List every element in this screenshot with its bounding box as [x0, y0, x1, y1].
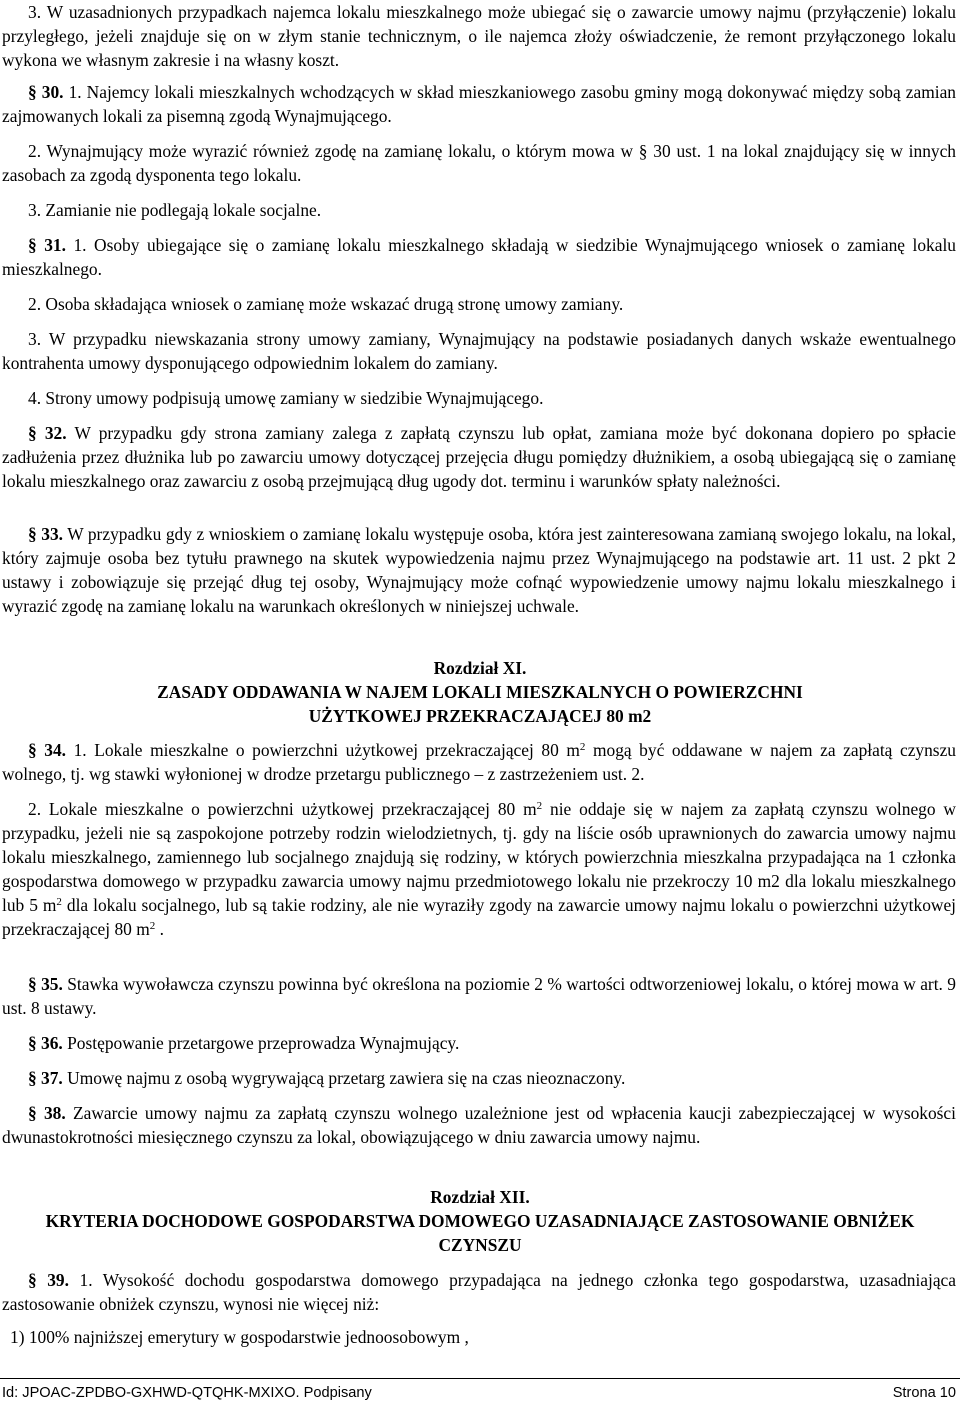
section-number: § 39. [28, 1270, 69, 1290]
footer-divider [0, 1378, 960, 1379]
paragraph-38: § 38. Zawarcie umowy najmu za zapłatą czynszu wolnego uzależnione jest od wpłacenia kaucji zabezpieczającej w wysokości dwunastokrotności miesięcznego czynszu za lokal, obowiązującego w dniu zawarcia umowy najmu. [2, 1103, 956, 1147]
section-number: § 36. [28, 1033, 63, 1053]
paragraph-32: § 32. W przypadku gdy strona zamiany zalega z zapłatą czynszu lub opłat, zamiana może być dokonana dopiero po spłacie zadłużenia przez dłużnika lub po zawarciu umowy dotyczącej przejęcia długu pomiędzy dłużnikiem, a osobą ubiegającą się o zamianę lokalu mieszkalnego oraz zawarciu z osobą przejmującą dług ugody dot. terminu i warunków spłaty należności. [2, 423, 957, 491]
section-number: § 34. [28, 740, 67, 760]
paragraph-31-4: 4. Strony umowy podpisują umowę zamiany w siedzibie Wynajmującego. [28, 388, 544, 408]
paragraph-37: § 37. Umowę najmu z osobą wygrywającą przetarg zawiera się na czas nieoznaczony. [28, 1068, 626, 1088]
paragraph-33: § 33. W przypadku gdy z wnioskiem o zamianę lokalu występuje osoba, która jest zainteresowana zamianą swojego lokalu, na lokal, który zajmuje osoba bez tytułu prawnego na skutek wypowiedzenia najmu przez Wynajmującego na podstawie art. 11 ust. 2 pkt 2 ustawy i zobowiązuje się przejąć dług tej osoby, Wynajmujący może cofnąć wypowiedzenie umowy najmu lokalu mieszkalnego i wyrazić zgodę na zamianę lokalu na warunkach określonych w niniejszej uchwale. [2, 524, 956, 616]
paragraph-39-1: § 39. 1. Wysokość dochodu gospodarstwa domowego przypadająca na jednego członka tego gospodarstwa, uzasadniająca zastosowanie obniżek czynszu, wynosi nie więcej niż: [2, 1270, 956, 1314]
superscript: 2 [56, 896, 62, 908]
chapter-12-title: Rozdział XII. [430, 1187, 530, 1207]
section-number: § 30. [28, 82, 64, 102]
paragraph-29-3: 3. W uzasadnionych przypadkach najemca lokalu mieszkalnego może ubiegać się o zawarcie umowy najmu (przyłączenie) lokalu przyległego, jeżeli znajduje się on w złym stanie technicznym, o ile najemca złoży oświadczenie, że remont przyłączonego lokalu wykona we własnym zakresie i na własny koszt. [2, 2, 956, 70]
paragraph-31-2: 2. Osoba składająca wniosek o zamianę może wskazać drugą stronę umowy zamiany. [28, 294, 624, 314]
section-number: § 38. [28, 1103, 66, 1123]
section-number: § 35. [28, 974, 63, 994]
paragraph-31-3: 3. W przypadku niewskazania strony umowy zamiany, Wynajmujący na podstawie posiadanych danych wskaże ewentualnego kontrahenta umowy dysponującego odpowiednim lokalem do zamiany. [2, 329, 956, 373]
section-number: § 31. [28, 235, 66, 255]
paragraph-34-2: 2. Lokale mieszkalne o powierzchni użytkowej przekraczającej 80 $m^2$ nie oddaje się w najem za zapłatą czynszu wolnego w przypadku, jeżeli nie są zaspokojone potrzeby rodzin wielodzietnych, tj. gdy na liście osób uprawnionych do zawarcia umowy najmu lokalu mieszkalnego, zamiennego lub socjalnego znajdują się rodziny, w których powierzchnia mieszkalna przypadająca na 1 członka gospodarstwa domowego w przypadku zawarcia umowy najmu przedmiotowego lokalu nie przekroczy 10 m2 dla lokalu mieszkalnego lub 5 $m^2$ dla lokalu socjalnego, lub są takie rodziny, ale nie wyraziły zgody na zawarcie umowy najmu lokalu o powierzchni użytkowej przekraczającej 80 $m^2$ . [2, 799, 957, 939]
page-number: Strona 10 [892, 1385, 956, 1401]
section-number: § 32. [28, 423, 67, 443]
superscript: 2 [149, 920, 156, 932]
paragraph-31-1: § 31. 1. Osoby ubiegające się o zamianę lokalu mieszkalnego składają w siedzibie Wynajmującego wniosek o zamianę lokalu mieszkalnego. [2, 235, 956, 279]
chapter-12-heading: KRYTERIA DOCHODOWE GOSPODARSTWA DOMOWEGO UZASADNIAJĄCE ZASTOSOWANIE OBNIŻEK CZYNSZU [45, 1211, 915, 1255]
superscript: 2 [579, 741, 586, 753]
paragraph-35: § 35. Stawka wywoławcza czynszu powinna być określona na poziomie 2 % wartości odtworzeniowej lokalu, o której mowa w art. 9 ust. 8 ustawy. [2, 974, 956, 1018]
paragraph-30-2: 2. Wynajmujący może wyrazić również zgodę na zamianę lokalu, o którym mowa w § 30 ust. 1 na lokal znajdujący się w innych zasobach za zgodą dysponenta tego lokalu. [2, 141, 956, 185]
page-footer [2, 1384, 956, 1402]
superscript: 2 [536, 800, 543, 812]
list-item: 1) 100% najniższej emerytury w gospodarstwie jednoosobowym , [10, 1327, 469, 1347]
paragraph-30-3: 3. Zamianie nie podlegają lokale socjalne. [28, 200, 322, 220]
section-number: § 33. [28, 524, 63, 544]
chapter-11-heading: ZASADY ODDAWANIA W NAJEM LOKALI MIESZKALNYCH O POWIERZCHNI UŻYTKOWEJ PRZEKRACZAJĄCEJ 80 m2 [157, 682, 803, 726]
section-number: § 37. [28, 1068, 63, 1088]
chapter-11-title: Rozdział XI. [433, 658, 527, 678]
paragraph-34-1: § 34. 1. Lokale mieszkalne o powierzchni użytkowej przekraczającej 80 $m^2$ mogą być oddawane w najem za zapłatą czynszu wolnego, tj. wg stawki wyłonionej w drodze przetargu publicznego – z zastrzeżeniem ust. 2. [2, 740, 956, 784]
document-id: Id: JPOAC-ZPDBO-GXHWD-QTQHK-MXIXO. Podpisany [2, 1385, 372, 1401]
paragraph-36: § 36. Postępowanie przetargowe przeprowadza Wynajmujący. [28, 1033, 460, 1053]
paragraph-30-1: § 30. 1. Najemcy lokali mieszkalnych wchodzących w skład mieszkaniowego zasobu gminy mogą dokonywać między sobą zamian zajmowanych lokali za pisemną zgodą Wynajmującego. [2, 82, 956, 126]
